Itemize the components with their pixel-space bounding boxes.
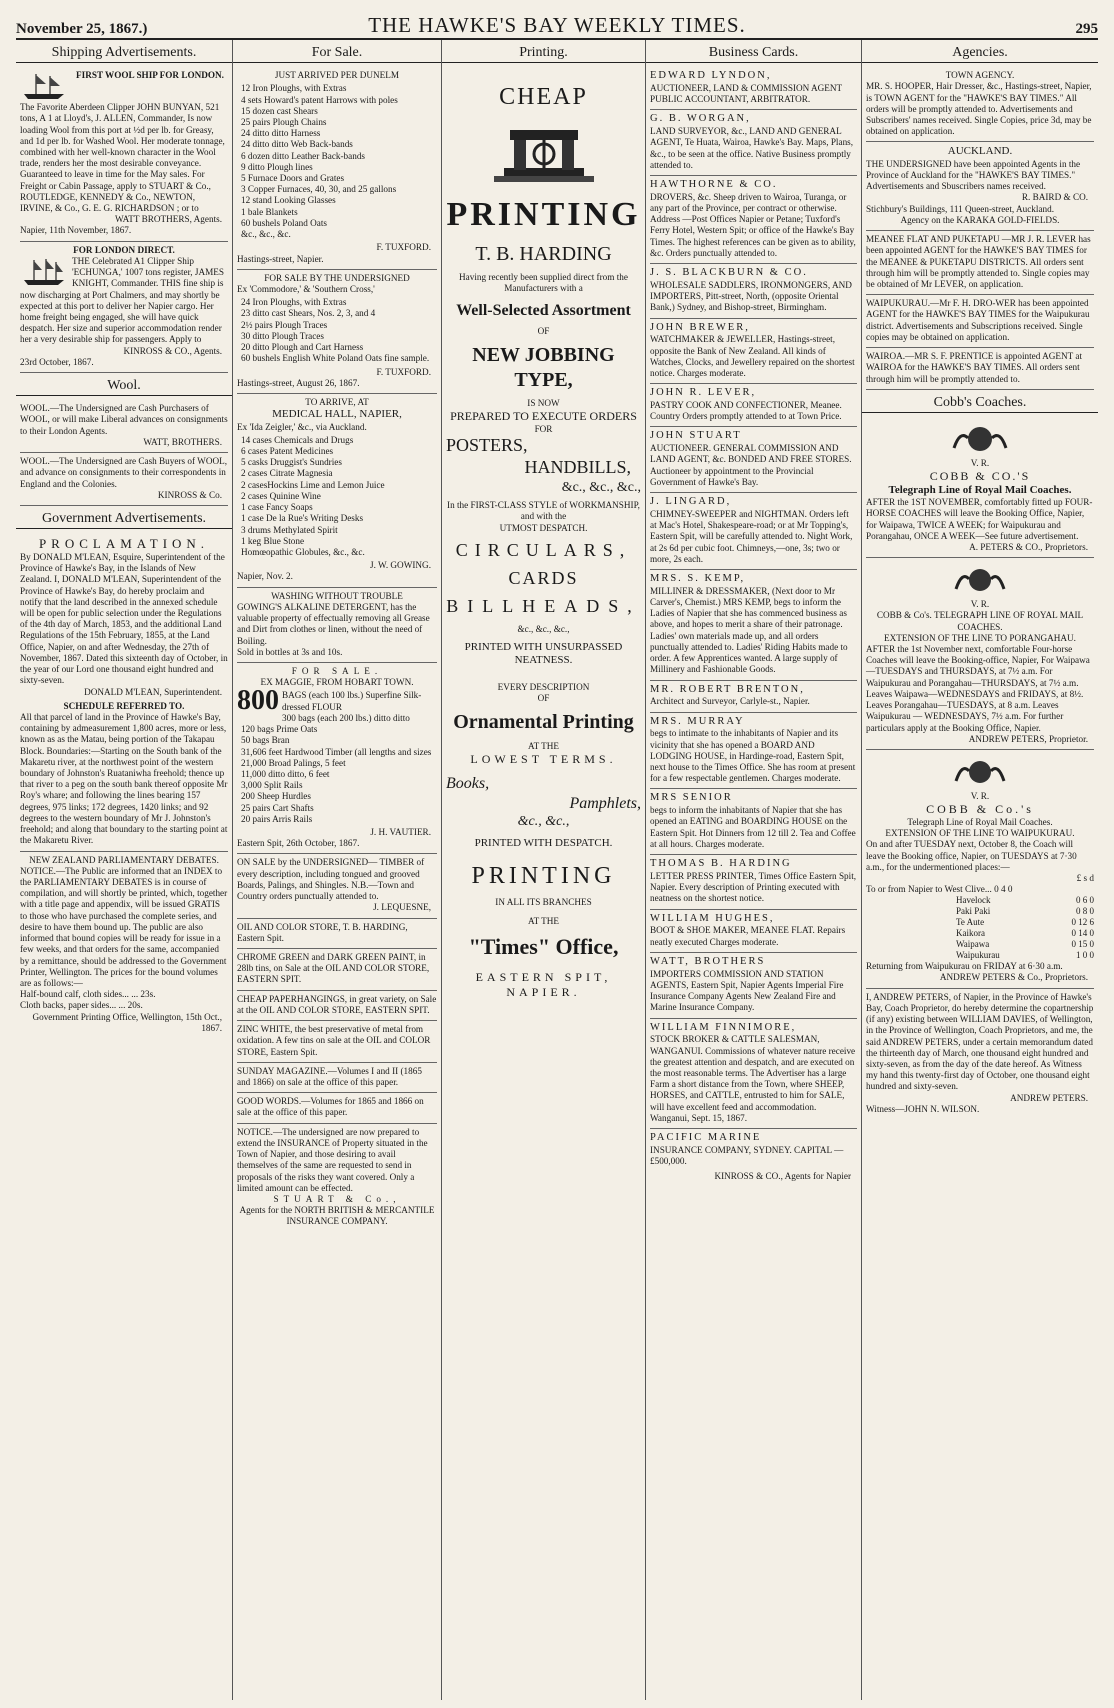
list-item: 11,000 ditto ditto, 6 feet — [241, 768, 330, 779]
ad-body: NOTICE.—The undersigned are now prepared to extend the INSURANCE of Property situated in the Town of Napier, and those desiring to avail themselves of the same are requested to send in proposals of the risks they want covered. Only a limited amount can be effected. — [237, 1126, 428, 1193]
ad-date: Napier, Nov. 2. — [237, 571, 293, 582]
royal-coat-of-arms-icon — [940, 565, 1020, 595]
fare-place: Havelock — [956, 895, 991, 906]
fare-row — [866, 917, 1094, 928]
ad-body: OIL AND COLOR STORE, T. B. HARDING, Eastern Spit. — [237, 921, 408, 943]
ad-signature: J. H. VAUTIER. — [370, 827, 431, 838]
list-item: 6 dozen ditto Leather Back-bands — [241, 150, 365, 161]
etc-text: &c., &c., — [517, 814, 570, 830]
ad-title: COBB & Co's. TELEGRAPH LINE OF ROYAL MAIL COACHES. — [876, 610, 1084, 632]
business-card-name: WILLIAM HUGHES, — [650, 912, 775, 924]
ad-title: COBB & Co.'s — [926, 802, 1034, 817]
billheads-heading: BILLHEADS, — [446, 595, 641, 616]
ad-london-direct — [20, 242, 228, 373]
at-the-text: AT THE — [527, 740, 560, 751]
business-card-body: DROVERS, &c. Sheep driven to Wairoa, Turanga, or any part of the Province, per contract or otherwise. Address —Post Offices Napier or Petane; Tuxford's Ferry Hotel, Western Spit; or office of the Hawke's Bay Times. The highest references can be given as to ability, &c. Orders punctually attended to. — [650, 191, 856, 258]
ad-body: CHROME GREEN and DARK GREEN PAINT, in 28lb tins, on Sale at the OIL AND COLOR STORE, EASTERN SPIT. — [237, 952, 430, 985]
ad-signature: ANDREW PETERS. — [1010, 1092, 1088, 1103]
business-card-name: G. B. WORGAN, — [650, 113, 751, 125]
vr-text: V. R. — [970, 791, 990, 801]
fare-row — [866, 928, 1094, 939]
ad-date: Eastern Spit, 26th October, 1867. — [237, 838, 360, 849]
business-card-name: MRS. MURRAY — [650, 715, 745, 727]
business-card-name: MR. ROBERT BRENTON, — [650, 683, 805, 695]
ad-subtitle: Telegraph Line of Royal Mail Coaches. — [907, 816, 1053, 827]
list-item: 24 ditto ditto Web Back-bands — [241, 139, 353, 150]
business-card-name: JOHN STUART — [650, 430, 742, 442]
ad-insurance-notice — [237, 1124, 437, 1232]
issue-date: November 25, 1867.) — [16, 21, 148, 37]
business-card-body: WATCHMAKER & JEWELLER, Hastings-street, opposite the Bank of New Zealand. All kinds of Watches, Clocks, and Jewellery repaired on the shortest notice. Charges moderate. — [650, 334, 855, 378]
masthead — [16, 4, 1098, 40]
section-heading-wool: Wool. — [16, 376, 232, 396]
column-agencies — [862, 40, 1098, 1700]
ad-signature: ANDREW PETERS & Co., Proprietors. — [939, 972, 1088, 983]
business-card — [650, 384, 857, 427]
business-card-name: WATT, BROTHERS — [650, 955, 766, 967]
ad-title: FOR SALE. — [291, 665, 383, 676]
ad-body: The Favorite Aberdeen Clipper JOHN BUNYAN, 521 tons, A 1 at Lloyd's, J. ALLEN, Commander, Is now loading Wool from this port at ½d per lb. for Greasy, and 1d per lb. for Washed Wool. Her moderate tonnage, combined with her well-known character in the Wool trade, renders her the most desirable conveyance. Guaranteed to leave in time for the May sales. For Freight or Cabin Passage, apply to STUART & Co., ROUTLEDGE, KENNEDY & Co., NEWTON, IRVINE, & Co., G. E. G. RICHARDSON ; or to — [20, 102, 225, 214]
ship-icon — [20, 258, 68, 286]
cheap-heading: CHEAP — [499, 84, 588, 111]
list-item: 1 keg Blue Stone — [241, 535, 305, 546]
business-card-body: begs to intimate to the inhabitants of Napier and its vicinity that she has opened a BOARD AND LODGING HOUSE, in Hardinge-road, Eastern Spit, next house to the Times Office. She has room at present for a few respectable gentlemen. Charges moderate. — [650, 728, 856, 784]
list-item: 3 drums Methylated Spirit — [241, 524, 338, 535]
fare-amount: 0 15 0 — [1071, 939, 1094, 950]
business-card-body: BOOT & SHOE MAKER, MEANEE FLAT. Repairs neatly executed Charges moderate. — [650, 925, 846, 947]
ad-signature: F. TUXFORD. — [376, 366, 431, 377]
new-type-heading: NEW JOBBING TYPE, — [472, 344, 615, 391]
is-now-text: IS NOW — [527, 398, 560, 409]
business-card-body: LAND SURVEYOR, &c., LAND AND GENERAL AGENT, Te Huata, Wairoa, Hawke's Bay. Maps, Plans, &c., to be seen at the office. Native Business promptly attended to. — [650, 126, 854, 170]
ad-cobb-3 — [866, 750, 1094, 989]
newspaper-title: THE HAWKE'S BAY WEEKLY TIMES. — [368, 13, 746, 37]
business-card — [650, 427, 857, 493]
ad-signature: WATT BROTHERS, Agents. — [114, 214, 222, 225]
ad-proclamation — [20, 533, 228, 852]
list-item: 5 Furnace Doors and Grates — [241, 173, 345, 184]
column-shipping — [16, 40, 233, 1700]
business-card — [650, 1019, 857, 1130]
ad-title: AUCKLAND. — [947, 145, 1013, 158]
list-item: BAGS (each 100 lbs.) Superfine Silk-dressed FLOUR — [282, 690, 422, 712]
business-card-body: PASTRY COOK AND CONFECTIONER, Meanee. Country Orders promptly attended to at Town Price. — [650, 400, 842, 422]
ad-signature-2: Agents for the NORTH BRITISH & MERCANTILE INSURANCE COMPANY. — [239, 1205, 435, 1227]
list-item: 4 sets Howard's patent Harrows with poles — [241, 94, 398, 105]
supplied-text: Having recently been supplied direct from the Manufacturers with a — [459, 272, 628, 294]
section-heading-shipping: Shipping Advertisements. — [16, 43, 232, 63]
ad-flour-timber — [237, 663, 437, 855]
business-card-name: THOMAS B. HARDING — [650, 858, 792, 870]
ad-wool-kinross — [20, 453, 228, 506]
printed-despatch-text: PRINTED WITH DESPATCH. — [474, 836, 613, 849]
fare-amount: 0 6 0 — [1076, 895, 1094, 906]
ad-date: 23rd October, 1867. — [20, 356, 94, 367]
ornamental-printing-heading: Ornamental Printing — [453, 711, 634, 734]
ad-title: PROCLAMATION. — [38, 536, 210, 552]
list-item: 2 casesHockins Lime and Lemon Juice — [241, 479, 385, 490]
ad-chrome-green — [237, 949, 437, 991]
list-item: &c., &c., &c. — [241, 229, 291, 240]
ad-parliamentary-debates — [20, 852, 228, 1039]
ad-body: THE Celebrated A1 Clipper Ship 'ECHUNGA,' 1007 tons register, JAMES KNIGHT, Commander. THIS fine ship is now discharging at Port Chalmers, and may shortly be expected at this port to deliver her Napier cargo. Her home freight being engaged, she will have quick despatch. Her size and superior accommodation render her a very desirable ship for passengers. Apply to — [20, 255, 224, 345]
columns — [16, 40, 1098, 1700]
price-line: Half-bound calf, cloth sides... ... 23s. — [20, 989, 156, 1000]
ad-meanee — [866, 231, 1094, 295]
ad-body: ZINC WHITE, the best preservative of metal from oxidation. A few tins on sale at the OIL and COLOR STORE, Eastern Spit. — [237, 1024, 431, 1057]
fare-amount: 1 0 0 — [1076, 950, 1094, 961]
ship-icon — [20, 72, 68, 100]
ad-extension: EXTENSION OF THE LINE TO WAIPUKURAU. — [885, 828, 1075, 839]
list-item: 3 Copper Furnaces, 40, 30, and 25 gallons — [241, 184, 397, 195]
list-item: 25 pairs Plough Chains — [241, 116, 327, 127]
list-item: 20 pairs Arris Rails — [241, 813, 313, 824]
business-card — [650, 910, 857, 953]
ad-signature: KINROSS & CO., Agents for Napier — [714, 1171, 851, 1182]
pamphlets-heading: Pamphlets, — [569, 794, 641, 812]
fare-place: Te Aute — [956, 917, 985, 928]
ad-wairoa — [866, 348, 1094, 390]
ad-body: ON SALE by the UNDERSIGNED— TIMBER of every description, including tongued and grooved Boards, Palings, and Shingles. N.B.—Town and Country orders punctually attended to. — [237, 857, 425, 902]
list-item: 200 Sheep Hurdles — [241, 791, 311, 802]
fare-place: Waipawa — [956, 939, 990, 950]
business-card — [650, 855, 857, 909]
ad-town-agency — [866, 67, 1094, 142]
ad-title: COBB & CO.'S — [929, 469, 1031, 484]
ad-for-sale-undersigned — [237, 270, 437, 394]
ad-oil-color-store — [237, 919, 437, 949]
business-card — [650, 264, 857, 318]
schedule-body: All that parcel of land in the Province of Hawke's Bay, containing by admeasurement 1,800 acres, more or less, known as as the Matau, being portion of the Takapau Block. Boundaries:—Starting on the South bank of the Makaretu river, at the northwest point of the western boundary of Johnston's Ruataniwha freehold; thence up that river to a peg on the south bank thereof opposite Mr Roy's whare; and following the lines bearing 157 degrees, 975 links; 172 degrees, 1420 links; and 92 degrees to the western boundary of Mr J. Johnston's freehold; and along that boundary to the starting point at the Makaretu River. — [20, 711, 228, 846]
for-text: FOR — [534, 424, 553, 434]
column-business-cards — [646, 40, 862, 1700]
ad-body: WAIPUKURAU.—Mr F. H. DRO-WER has been appointed AGENT for the HAWKE'S BAY TIMES for the Waipukurau district. Advertisements and Subscriptions received. Single copies may be obtained on application. — [866, 298, 1090, 342]
big-number: 800 — [237, 685, 279, 717]
eastern-spit-text: EASTERN SPIT, — [475, 970, 612, 985]
item-list — [237, 83, 437, 240]
section-heading-for-sale: For Sale. — [233, 43, 441, 63]
list-item: 2½ pairs Plough Traces — [241, 319, 328, 330]
fare-amount: 0 8 0 — [1076, 906, 1094, 917]
branches-text: IN ALL ITS BRANCHES — [495, 897, 592, 908]
ad-title: FIRST WOOL SHIP FOR LONDON. — [76, 70, 224, 81]
list-item: 2 cases Quinine Wine — [241, 490, 321, 501]
at-the-text: AT THE — [527, 916, 560, 927]
ad-title: TOWN AGENCY. — [945, 70, 1015, 81]
ad-sunday-magazine — [237, 1063, 437, 1093]
ad-body: MEANEE FLAT AND PUKETAPU —MR J. R. LEVER has been appointed AGENT for the HAWKE'S BAY TIMES for the MEANEE & PUKETAPU DISTRICTS. All orders sent through him will be promptly attended to. Single copies may be obtained of Mr LEVER, on application. — [866, 234, 1091, 289]
ad-timber — [237, 854, 437, 918]
return-text: Returning from Waipukurau on FRIDAY at 6·30 a.m. — [866, 961, 1063, 972]
fare-row — [866, 895, 1094, 906]
list-item: 21,000 Broad Palings, 5 feet — [241, 757, 346, 768]
list-item: 24 ditto ditto Harness — [241, 128, 321, 139]
of-text: OF — [537, 692, 550, 703]
ad-title: JUST ARRIVED PER DUNELM — [274, 70, 400, 81]
ad-body: GOOD WORDS.—Volumes for 1865 and 1866 on sale at the office of this paper. — [237, 1096, 424, 1118]
fare-row — [866, 906, 1094, 917]
business-card-body: AUCTIONEER. GENERAL COMMISSION AND LAND AGENT, &c. BONDED AND FREE STORES. Auctioneer by appointment to the Provincial Government of Hawke's Bay. — [650, 443, 852, 487]
ad-address: Hastings-street, Napier. — [237, 253, 324, 264]
handbills-heading: HANDBILLS, — [524, 457, 631, 478]
of-text: OF — [537, 326, 550, 337]
list-item: 25 pairs Cart Shafts — [241, 802, 314, 813]
royal-coat-of-arms-icon — [940, 757, 1020, 787]
list-item: 23 ditto cast Shears, Nos. 2, 3, and 4 — [241, 308, 376, 319]
business-card-body: INSURANCE COMPANY, SYDNEY. CAPITAL — £500,000. — [650, 1144, 844, 1167]
business-card-body: IMPORTERS COMMISSION AND STATION AGENTS, Eastern Spit, Napier Agents Imperial Fire Insurance Company Agents New Zealand Fire and Marine Insurance Company. — [650, 968, 844, 1013]
fare-place: Waipukurau — [956, 950, 1000, 961]
ad-address: Hastings-street, August 26, 1867. — [237, 377, 360, 388]
etc-text: &c., &c., &c., — [561, 480, 641, 496]
ad-signature: DONALD M'LEAN, Superintendent. — [84, 686, 222, 697]
column-printing — [442, 40, 646, 1700]
item-list — [237, 435, 437, 558]
ad-title: FOR LONDON DIRECT. — [73, 244, 175, 255]
business-card-name: HAWTHORNE & CO. — [650, 178, 778, 190]
list-item: 120 bags Prime Oats — [241, 724, 318, 735]
business-card — [650, 319, 857, 385]
fare-row — [866, 950, 1094, 961]
ad-signature: J. LEQUESNE, — [373, 902, 431, 913]
circulars-heading: CIRCULARS, — [455, 539, 632, 560]
vr-text: V. R. — [970, 599, 990, 610]
ad-witness: Witness—JOHN N. WILSON. — [866, 1103, 980, 1114]
ad-cobb-2 — [866, 558, 1094, 750]
list-item: 20 ditto Plough and Cart Harness — [241, 342, 364, 353]
ad-wool-watt — [20, 400, 228, 453]
every-description-text: EVERY DESCRIPTION — [497, 681, 590, 692]
ad-partnership-notice — [866, 989, 1094, 1119]
ad-body: THE UNDERSIGNED have been appointed Agents in the Province of Auckland for the "HAWKE'S BAY TIMES." Advertisements and Sbuscribers names received. — [866, 158, 1081, 192]
section-heading-government: Government Advertisements. — [16, 509, 232, 529]
royal-coat-of-arms-icon — [940, 424, 1020, 454]
ad-date: Napier, 11th November, 1867. — [20, 225, 132, 236]
business-card-body: WHOLESALE SADDLERS, IRONMONGERS, AND IMPORTERS, Pitt-street, North, (opposite Oriental Bank,) Sydney, and Bishop-street, Birmingham. — [650, 279, 852, 313]
ad-title: NEW ZEALAND PARLIAMENTARY DEBATES. — [29, 854, 219, 865]
list-item: 24 Iron Ploughs, with Extras — [241, 297, 347, 308]
ad-signature: J. W. GOWING. — [370, 560, 431, 571]
list-item: 1 case Fancy Soaps — [241, 502, 313, 513]
fare-amount: 0 14 0 — [1071, 928, 1094, 939]
ad-body: CHEAP PAPERHANGINGS, in great variety, on Sale at the OIL AND COLOR STORE, EASTERN SPIT. — [237, 993, 437, 1015]
ad-signature: ANDREW PETERS, Proprietor. — [968, 733, 1088, 744]
business-card-body: Architect and Surveyor, Carlyle-st., Napier. — [650, 696, 810, 707]
list-item: 14 cases Chemicals and Drugs — [241, 434, 354, 445]
business-card-name: J. S. BLACKBURN & CO. — [650, 267, 808, 279]
cards-heading: CARDS — [508, 567, 579, 588]
despatch-text: UTMOST DESPATCH. — [499, 522, 588, 533]
ad-body: SUNDAY MAGAZINE.—Volumes I and II (1865 and 1866) on sale at the office of this paper. — [237, 1065, 422, 1087]
napier-text: NAPIER. — [506, 985, 581, 1000]
ad-signature: STUART & Co., — [273, 1193, 401, 1204]
list-item: 60 bushels Poland Oats — [241, 217, 328, 228]
section-heading-agencies: Agencies. — [862, 43, 1098, 63]
ad-subtitle: EX MAGGIE, FROM HOBART TOWN. — [260, 677, 414, 688]
times-office-heading: "Times" Office, — [468, 933, 619, 959]
list-item: 300 bags (each 200 lbs.) ditto ditto — [282, 712, 410, 723]
list-item: 50 bags Bran — [241, 735, 290, 746]
business-card — [650, 953, 857, 1019]
business-card-name: EDWARD LYNDON, — [650, 70, 772, 82]
business-card-name: JOHN BREWER, — [650, 321, 750, 333]
list-item: 2 cases Citrate Magnesia — [241, 468, 333, 479]
ad-body: NOTICE.—The Public are informed that an INDEX to the PARLIAMENTARY DEBATES is in course of compilation, and will shortly be printed, which, together with a title page and appendix, will be issued GRATIS to those who have purchased the complete series, and desire to have them bound up. The public are also informed that bound copies will be ready for issue in a few weeks, and that orders for the same, accompanied by a remittance, should be addressed to the Government Printer, Wellington. The prices for the bound volumes are as follows:— — [20, 865, 228, 988]
posters-heading: POSTERS, — [446, 435, 528, 456]
business-card-name: MRS SENIOR — [650, 792, 733, 804]
list-item: 12 stand Looking Glasses — [241, 195, 336, 206]
fare-row — [866, 939, 1094, 950]
ad-signature: Government Printing Office, Wellington, 15th Oct., 1867. — [32, 1011, 222, 1033]
business-card-body: STOCK BROKER & CATTLE SALESMAN, WANGANUI. Commissions of whatever nature receive the greatest attention and despatch, and are executed on the most reasonable terms. The Advertiser has a large Farm a short distance from the Town, where SHEEP, HORSES, and CATTLE, entrusted to him for SALE, will have excellent feed and accommodation. Wanganui, Sept. 15, 1867. — [650, 1034, 856, 1123]
ad-subtitle: Ex 'Ida Zeigler,' &c., via Auckland. — [237, 421, 367, 432]
business-card-name: MRS. S. KEMP, — [650, 573, 746, 585]
ad-body: WAIROA.—MR S. F. PRENTICE is appointed AGENT at WAIROA for the HAWKE'S BAY TIMES. All orders sent through him will be promptly attended to. — [866, 351, 1083, 384]
ad-signature: KINROSS & Co. — [157, 489, 222, 500]
ad-subtitle: Ex 'Commodore,' & 'Southern Cross,' — [237, 284, 375, 295]
ad-body: AFTER the 1ST NOVEMBER, comfortably fitted up FOUR-HORSE COACHES will leave the Booking Office, Napier, for Waipawa, TWICE A WEEK; for Waipukurau and Porangahau, ONCE A WEEK—See future advertisement. — [866, 497, 1093, 541]
ad-title-2: MEDICAL HALL, NAPIER, — [272, 408, 402, 421]
schedule-title: SCHEDULE REFERRED TO. — [63, 700, 185, 711]
ad-washing — [237, 588, 437, 663]
ad-body: By DONALD M'LEAN, Esquire, Superintendent of the Province of Hawke's Bay, in the Islands of New Zealand. I, DONALD M'LEAN, Superintendent of the Province of Hawke's Bay, do hereby proclaim and notify that the land described in the annexed schedule will be open for public selection under the Regulations of the 4th day of March, 1853, and the additional Land Regulations of the 15th February, 1855, at the Land Office, Napier, on and after Wednesday, the 27th of November, 1867. Dated this sixteenth day of October, in the year of our Lord one thousand eight hundred and sixty-seven. — [20, 551, 228, 686]
ad-auckland — [866, 142, 1094, 231]
fares-to: To or from Napier to West Clive... 0 4 0 — [866, 884, 1013, 895]
ad-signature: R. BAIRD & CO. — [1021, 192, 1088, 203]
fares-table — [866, 895, 1094, 961]
list-item: 15 dozen cast Shears — [241, 105, 318, 116]
section-heading-printing: Printing. — [442, 43, 645, 63]
ad-waipukurau — [866, 295, 1094, 348]
business-card — [650, 570, 857, 681]
ad-body: On and after TUESDAY next, October 8, the Coach will leave the Booking office, Napier, on TUESDAYS at 7·30 a.m., for the undermentioned places:— — [866, 839, 1077, 872]
ad-title-2: Telegraph Line of Royal Mail Coaches. — [888, 483, 1072, 496]
business-card — [650, 176, 857, 264]
ad-subtitle: EXTENSION OF THE LINE TO PORANGAHAU. — [884, 632, 1076, 643]
section-heading-cobbs: Cobb's Coaches. — [862, 393, 1098, 413]
list-item: 3,000 Split Rails — [241, 780, 303, 791]
price-line: Cloth backs, paper sides... ... 20s. — [20, 1000, 143, 1011]
ad-signature: KINROSS & CO., Agents. — [123, 345, 222, 356]
ad-body: AFTER the 1st November next, comfortable Four-horse Coaches will leave the Booking-office, Napier, For Waipawa—TUESDAYS and THURSDAYS, at 7½ a.m. For Waipukurau and Porangahau—THURSDAYS, at 7½ a.m. Leaves Waipawa—WEDNESDAYS and FRIDAYS, at 8½. Leaves Porangahau—TUESDAYS, at 8 a.m. Leaves Waipukurau — WEDNESDAYS, 7½ a.m. For further particulars apply at the Booking Office, Napier. — [866, 644, 1090, 733]
ad-body: MR. S. HOOPER, Hair Dresser, &c., Hastings-street, Napier, is TOWN AGENT for the "HAWKE'S BAY TIMES." All orders will be promptly attended to. Advertisements and Subscribers' names received. Single Copies, price 3d, may be obtained on application. — [866, 81, 1092, 137]
list-item: 9 ditto Plough lines — [241, 161, 313, 172]
assortment-heading: Well-Selected Assortment — [456, 301, 631, 319]
business-card-name: PACIFIC MARINE — [650, 1132, 762, 1144]
list-item: 12 Iron Ploughs, with Extras — [241, 83, 347, 94]
ad-signature: A. PETERS & CO., Proprietors. — [969, 541, 1088, 552]
business-card-name: WILLIAM FINNIMORE, — [650, 1021, 797, 1033]
list-item: 30 ditto Plough Traces — [241, 330, 324, 341]
ad-body: I, ANDREW PETERS, of Napier, in the Province of Hawke's Bay, Coach Proprietor, do hereby determine the copartnership (if any) existing between WILLIAM DAVIES, of Wellington, in the Province of Wellington, Coach Proprietors, and me, the said ANDREW PETERS, under a certain memorandum dated the thirteenth day of March, one thousand eight hundred and sixty-seven, as from the day of the date hereof. As Witness my hand this twenty-first day of October, one thousand eight hundred and sixty-seven. — [866, 991, 1094, 1092]
section-heading-business-cards: Business Cards. — [646, 43, 861, 63]
business-card-body: begs to inform the inhabitants of Napier that she has opened an EATING and BOARDING HOUSE on the Eastern Spit. Hot Dinners from 12 till 2. Tea and Coffee at all hours. Charges moderate. — [650, 805, 856, 849]
business-card-body: MILLINER & DRESSMAKER, (Next door to Mr Carver's, Chemist.) MRS KEMP, begs to inform the Ladies of Napier that she has commenced business as above, and hopes to merit a share of their patronage. Ladies' own materials made up, and all orders punctually attended to. Ladies' Riding Habits made to order. A few Apprentices wanted. A large supply of Millinery and Fashionable Goods. — [650, 585, 848, 675]
ad-signature: WATT, BROTHERS. — [143, 436, 222, 447]
karaka-text: Agency on the KARAKA GOLD-FIELDS. — [900, 214, 1060, 225]
business-card — [650, 681, 857, 713]
list-item: 31,606 feet Hardwood Timber (all lengths and sizes — [241, 746, 432, 757]
list-item: 60 bushels English White Poland Oats fine sample. — [241, 353, 430, 364]
business-card — [650, 493, 857, 570]
fare-amount: 0 12 6 — [1071, 917, 1094, 928]
ad-address: Stichbury's Buildings, 111 Queen-street, Auckland. — [866, 203, 1055, 214]
business-card — [650, 713, 857, 790]
fare-place: Kaikora — [956, 928, 985, 939]
ad-cobb-1 — [866, 417, 1094, 558]
etc-text: &c., &c., &c., — [517, 623, 570, 634]
ad-body: WOOL.—The Undersigned are Cash Purchasers of WOOL, or will make Liberal advances on consignments to their London Agents. — [20, 403, 228, 436]
business-card — [650, 110, 857, 176]
ad-paperhangings — [237, 991, 437, 1021]
ad-title: FOR SALE BY THE UNDERSIGNED — [264, 272, 410, 283]
business-card — [650, 789, 857, 855]
ad-body: GOWING'S ALKALINE DETERGENT, has the valuable property of effectually removing all Grease and Dirt from clothes or linen, without the need of Boiling. — [237, 601, 430, 646]
list-item: 1 bale Blankets — [241, 206, 298, 217]
fare-place: Paki Paki — [956, 906, 991, 917]
business-card-body: LETTER PRESS PRINTER, Times Office Eastern Spit, Napier. Every description of Printing executed with neatness on the shortest notice. — [650, 870, 857, 904]
business-card-body: AUCTIONEER, LAND & COMMISSION AGENT PUBLIC ACCOUNTANT, ARBITRATOR. — [650, 82, 843, 105]
books-heading: Books, — [446, 775, 490, 793]
fares-header: £ s d — [1076, 872, 1094, 883]
ad-body: WOOL.—The Undersigned are Cash Buyers of WOOL, and advance on consignments to their correspondents in England and the Colonies. — [20, 456, 228, 489]
ad-zinc-white — [237, 1021, 437, 1063]
prepared-text: PREPARED TO EXECUTE ORDERS — [450, 409, 637, 424]
ad-signature: F. TUXFORD. — [376, 242, 431, 253]
business-card-body: CHIMNEY-SWEEPER and NIGHTMAN. Orders left at Mac's Hotel, Shakespeare-road; or at Mr Topping's, Eastern Spit, will be carefully attended to. Night Work, at 2s 6d per cubic foot. Chimneys,—one, 3s; two or more, 2s each. — [650, 508, 853, 564]
list-item: 1 case De la Rue's Writing Desks — [241, 513, 364, 524]
business-card-name: JOHN R. LEVER, — [650, 387, 757, 399]
printing-heading-2: PRINTING — [471, 862, 616, 889]
ad-good-words — [237, 1093, 437, 1123]
ad-medical-hall — [237, 394, 437, 588]
item-list — [237, 297, 437, 364]
list-item: Homœopathic Globules, &c., &c. — [241, 547, 365, 558]
business-card — [650, 67, 857, 110]
harding-name: T. B. HARDING — [475, 242, 612, 265]
column-for-sale — [233, 40, 442, 1700]
list-item: 5 casks Druggist's Sundries — [241, 457, 342, 468]
printed-neatness-text: PRINTED WITH UNSURPASSED NEATNESS. — [464, 640, 623, 667]
lowest-terms-text: LOWEST TERMS. — [470, 751, 617, 766]
style-text: In the FIRST-CLASS STYLE of WORKMANSHIP, and with the — [447, 500, 640, 522]
printing-heading: PRINTING — [446, 196, 641, 234]
vr-text: V. R. — [970, 457, 990, 468]
printing-press-icon — [484, 118, 604, 188]
business-card-name: J. LINGARD, — [650, 496, 732, 508]
page-number: 295 — [1075, 21, 1098, 37]
ad-footer: Sold in bottles at 3s and 10s. — [237, 646, 343, 657]
ad-title: TO ARRIVE, AT — [305, 396, 369, 407]
ad-first-wool-ship — [20, 67, 228, 242]
ad-just-arrived — [237, 67, 437, 270]
business-card — [650, 1129, 857, 1171]
ad-title: WASHING WITHOUT TROUBLE — [271, 590, 403, 601]
list-item: 6 cases Patent Medicines — [241, 446, 334, 457]
